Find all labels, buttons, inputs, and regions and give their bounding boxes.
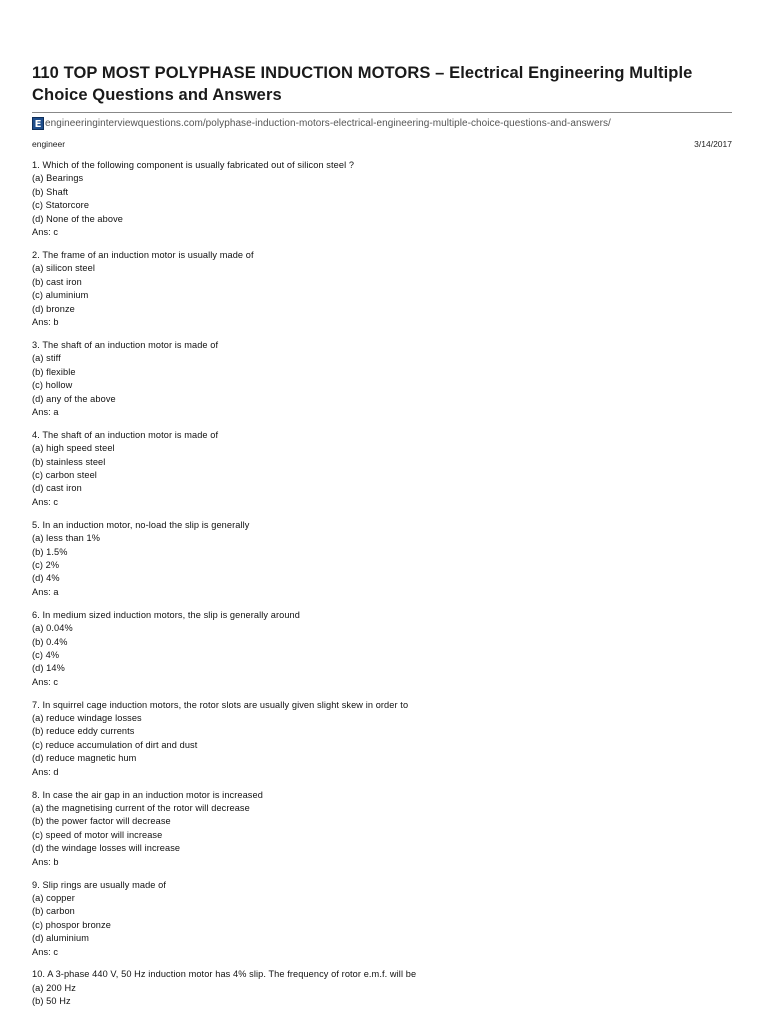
answer-option: (b) 50 Hz bbox=[32, 996, 71, 1007]
question-item bbox=[32, 699, 732, 779]
question-text: 5. In an induction motor, no-load the slip is generally bbox=[32, 519, 250, 530]
answer-option: (d) the windage losses will increase bbox=[32, 843, 181, 854]
question-item bbox=[32, 429, 732, 509]
answer-option: (b) stainless steel bbox=[32, 456, 106, 467]
answer-option: (b) cast iron bbox=[32, 276, 82, 287]
answer-option: (c) speed of motor will increase bbox=[32, 829, 163, 840]
question-list bbox=[32, 159, 732, 1009]
question-item bbox=[32, 789, 732, 869]
answer-option: (c) hollow bbox=[32, 380, 73, 391]
answer-key: Ans: b bbox=[32, 856, 59, 867]
question-text: 8. In case the air gap in an induction motor is increased bbox=[32, 789, 263, 800]
question-item bbox=[32, 879, 732, 959]
question-text: 4. The shaft of an induction motor is made of bbox=[32, 429, 219, 440]
answer-key: Ans: c bbox=[32, 496, 59, 507]
answer-option: (b) 0.4% bbox=[32, 636, 68, 647]
answer-option: (d) any of the above bbox=[32, 393, 116, 404]
answer-key: Ans: c bbox=[32, 946, 59, 957]
question-item bbox=[32, 968, 732, 1008]
answer-key: Ans: c bbox=[32, 676, 59, 687]
answer-option: (b) reduce eddy currents bbox=[32, 726, 135, 737]
answer-option: (c) phospor bronze bbox=[32, 919, 111, 930]
document-page bbox=[32, 62, 732, 1018]
title-divider bbox=[32, 112, 732, 113]
answer-option: (d) reduce magnetic hum bbox=[32, 753, 137, 764]
question-text: 1. Which of the following component is usually fabricated out of silicon steel ? bbox=[32, 160, 355, 170]
answer-option: (a) high speed steel bbox=[32, 443, 115, 454]
answer-option: (a) stiff bbox=[32, 353, 61, 364]
answer-option: (b) flexible bbox=[32, 366, 76, 377]
question-text: 10. A 3-phase 440 V, 50 Hz induction motor has 4% slip. The frequency of rotor e.m.f. will be bbox=[32, 969, 417, 980]
date-label: 3/14/2017 bbox=[694, 139, 732, 149]
page-title: 110 TOP MOST POLYPHASE INDUCTION MOTORS – Electrical Engineering Multiple Choice Questions and Answers bbox=[32, 64, 693, 104]
answer-option: (d) None of the above bbox=[32, 213, 123, 224]
answer-option: (d) aluminium bbox=[32, 933, 89, 944]
author-label: engineer bbox=[32, 139, 66, 149]
source-url-link[interactable]: engineeringinterviewquestions.com/polyphase-induction-motors-electrical-engineering-multiple-choice-questions-and-answers/ bbox=[45, 117, 611, 129]
answer-option: (a) less than 1% bbox=[32, 533, 100, 544]
answer-key: Ans: a bbox=[32, 586, 59, 597]
answer-option: (a) 200 Hz bbox=[32, 982, 76, 993]
question-item bbox=[32, 339, 732, 419]
answer-option: (d) bronze bbox=[32, 303, 75, 314]
question-item bbox=[32, 519, 732, 599]
answer-option: (b) 1.5% bbox=[32, 546, 68, 557]
answer-option: (a) silicon steel bbox=[32, 263, 95, 274]
answer-option: (d) 4% bbox=[32, 573, 60, 584]
answer-option: (b) the power factor will decrease bbox=[32, 816, 171, 827]
answer-option: (c) 4% bbox=[32, 649, 60, 660]
site-logo-icon: E bbox=[32, 117, 44, 130]
question-text: 3. The shaft of an induction motor is made of bbox=[32, 339, 219, 350]
answer-option: (a) 0.04% bbox=[32, 623, 73, 634]
question-item bbox=[32, 609, 732, 689]
question-text: 2. The frame of an induction motor is usually made of bbox=[32, 249, 254, 260]
answer-option: (a) the magnetising current of the rotor will decrease bbox=[32, 802, 250, 813]
answer-option: (a) copper bbox=[32, 892, 75, 903]
question-text: 6. In medium sized induction motors, the slip is generally around bbox=[32, 609, 300, 620]
source-url-row bbox=[32, 116, 732, 130]
answer-key: Ans: b bbox=[32, 316, 59, 327]
answer-option: (a) reduce windage losses bbox=[32, 713, 142, 724]
answer-option: (c) aluminium bbox=[32, 290, 89, 301]
answer-key: Ans: d bbox=[32, 766, 59, 777]
question-item bbox=[32, 249, 732, 329]
question-text: 7. In squirrel cage induction motors, the rotor slots are usually given slight skew in order to bbox=[32, 699, 409, 710]
answer-option: (c) reduce accumulation of dirt and dust bbox=[32, 739, 198, 750]
answer-key: Ans: c bbox=[32, 227, 59, 238]
answer-option: (b) Shaft bbox=[32, 186, 69, 197]
answer-option: (a) Bearings bbox=[32, 173, 84, 184]
answer-option: (c) Statorcore bbox=[32, 200, 90, 211]
answer-key: Ans: a bbox=[32, 406, 59, 417]
question-text: 9. Slip rings are usually made of bbox=[32, 879, 167, 890]
answer-option: (d) 14% bbox=[32, 663, 65, 674]
answer-option: (b) carbon bbox=[32, 906, 75, 917]
meta-row bbox=[32, 139, 732, 150]
answer-option: (d) cast iron bbox=[32, 483, 82, 494]
answer-option: (c) 2% bbox=[32, 559, 60, 570]
answer-option: (c) carbon steel bbox=[32, 470, 97, 481]
question-item bbox=[32, 159, 732, 239]
